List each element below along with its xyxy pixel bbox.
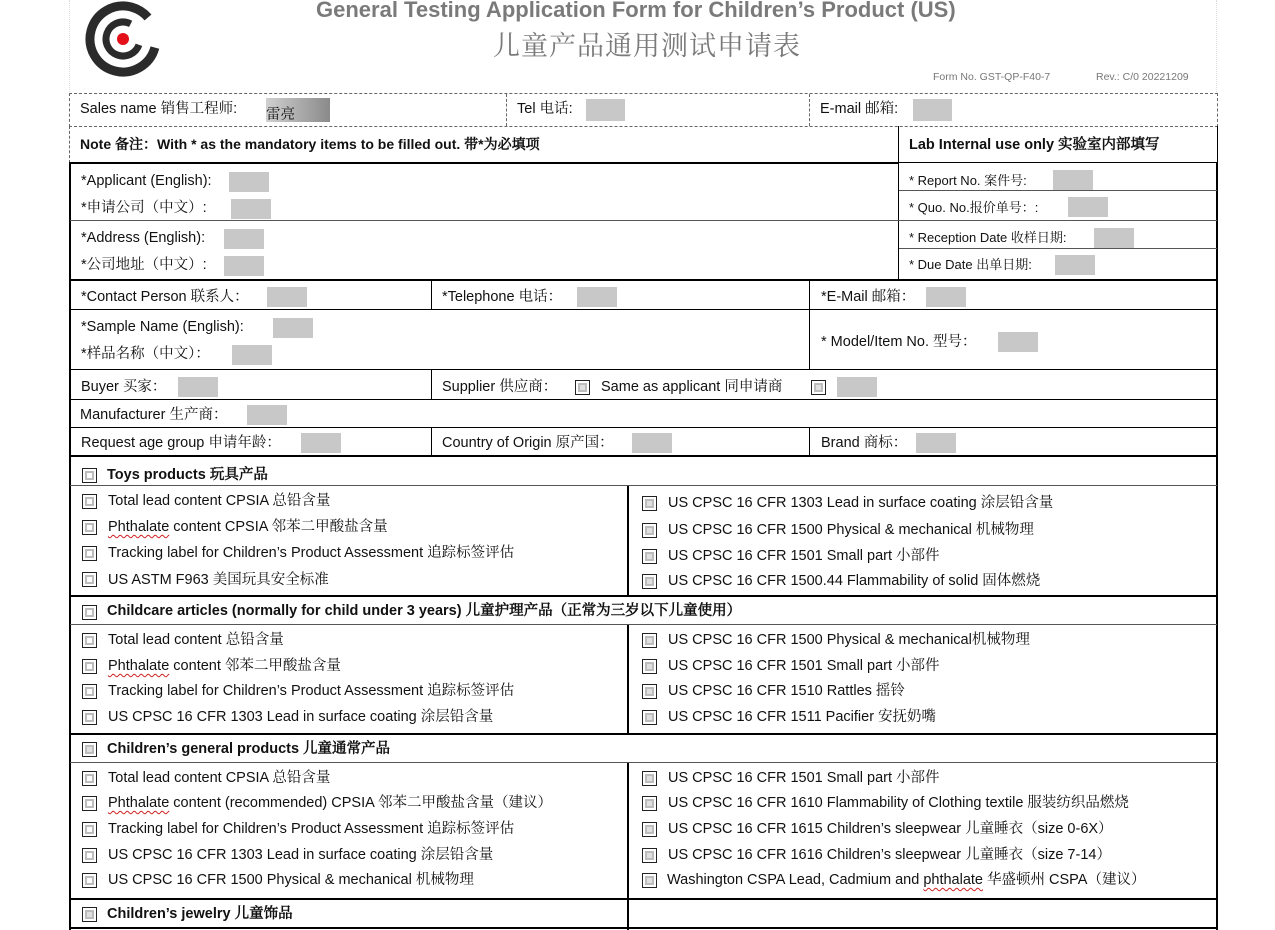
sample-name-en-field[interactable] [273,318,313,338]
toys-test-label [108,520,388,535]
childcare-test-checkbox[interactable] [642,633,657,648]
toys-test-label: US CPSC 16 CFR 1500 Physical & mechanical 机械物理 [668,522,1034,538]
childcare-test-label: Total lead content 总铅含量 [108,632,284,648]
divider [69,427,1218,428]
divider [809,428,810,456]
toys-test-checkbox[interactable] [642,523,657,538]
general-test-label [667,873,1145,888]
divider [627,625,629,734]
childcare-test-label: US CPSC 16 CFR 1501 Small part 小部件 [668,658,940,674]
divider [899,220,1217,221]
childcare-test-checkbox[interactable] [82,684,97,699]
manufacturer-field[interactable] [247,405,287,425]
divider [69,369,1218,370]
address-cn-field[interactable] [224,256,264,276]
toys-test-label: US ASTM F963 美国玩具安全标准 [108,572,329,588]
report-no-label: * Report No. 案件号: [909,173,1027,188]
age-group-field[interactable] [301,433,341,453]
toys-section-checkbox[interactable] [82,468,97,483]
general-test-label-rest: content (recommended) CPSIA 邻苯二甲酸盐含量（建议） [169,795,553,811]
toys-test-label: Tracking label for Children’s Product Assessment 追踪标签评估 [108,545,515,561]
manufacturer-label: Manufacturer 生产商： [80,407,228,423]
divider [69,279,1218,281]
general-test-checkbox[interactable] [82,873,97,888]
childcare-test-label-rest: content 邻苯二甲酸盐含量 [169,658,341,674]
childcare-section-header: Childcare articles (normally for child under 3 years) 儿童护理产品（正常为三岁以下儿童使用） [107,603,742,619]
general-test-checkbox[interactable] [82,796,97,811]
address-cn-label: *公司地址（中文）: [81,257,207,273]
divider [70,485,1217,486]
divider [898,126,899,280]
divider [431,428,432,456]
general-section-checkbox[interactable] [82,742,97,757]
general-test-checkbox[interactable] [642,796,657,811]
note-text: Note 备注：With * as the mandatory items to be filled out. 带*为必填项 [80,136,540,152]
general-test-label: US CPSC 16 CFR 1616 Children’s sleepwear 儿童睡衣（size 7-14） [668,847,1111,863]
general-test-checkbox[interactable] [82,848,97,863]
toys-test-checkbox[interactable] [82,546,97,561]
due-date-label: * Due Date 出单日期: [909,257,1032,272]
childcare-test-checkbox[interactable] [82,710,97,725]
toys-test-label-rest: content CPSIA 邻苯二甲酸盐含量 [169,519,388,535]
report-no-field[interactable] [1053,170,1093,190]
telephone-label: *Telephone 电话： [442,289,563,305]
toys-test-checkbox[interactable] [642,496,657,511]
sales-row [69,93,1218,127]
general-test-label: US CPSC 16 CFR 1500 Physical & mechanical 机械物理 [108,872,474,888]
divider [431,280,432,310]
childcare-test-checkbox[interactable] [642,659,657,674]
toys-test-label: Total lead content CPSIA 总铅含量 [108,493,331,509]
general-test-label [108,796,552,811]
toys-test-label: US CPSC 16 CFR 1501 Small part 小部件 [668,548,940,564]
form-number: Form No. GST-QP-F40-7 [933,71,1051,83]
toys-test-checkbox[interactable] [642,549,657,564]
contact-email-label: *E-Mail 邮箱： [821,289,916,305]
origin-field[interactable] [632,433,672,453]
age-group-label: Request age group 申请年龄： [81,435,281,451]
general-test-label: US CPSC 16 CFR 1501 Small part 小部件 [668,770,940,786]
sample-name-cn-label: *样品名称（中文）： [81,346,210,362]
divider [898,162,1218,163]
divider [69,927,1218,929]
divider [506,94,507,126]
sales-name-value: 雷亮 [266,107,295,123]
divider [627,763,629,930]
applicant-cn-field[interactable] [231,199,271,219]
childcare-test-label: US CPSC 16 CFR 1510 Rattles 摇铃 [668,683,905,699]
applicant-en-label: *Applicant (English): [81,173,212,189]
form-title-english: General Testing Application Form for Children’s Product (US) [316,0,956,22]
quo-no-label: * Quo. No.报价单号：: [909,200,1039,215]
csp-label-a: Washington CSPA Lead, Cadmium and [667,872,924,888]
company-logo [84,0,166,82]
applicant-cn-label: *申请公司（中文）: [81,200,207,216]
divider [809,94,810,126]
divider [69,309,1218,310]
sales-name-label: Sales name 销售工程师: [80,101,238,117]
buyer-label: Buyer 买家： [81,379,167,395]
divider [69,162,899,164]
divider [70,220,899,221]
due-date-field[interactable] [1055,255,1095,275]
form-title-chinese: 儿童产品通用测试申请表 [493,31,801,62]
reception-date-label: * Reception Date 收样日期: [909,230,1067,245]
childcare-test-checkbox[interactable] [82,633,97,648]
general-test-checkbox[interactable] [642,848,657,863]
divider [70,624,1217,625]
general-test-label: US CPSC 16 CFR 1610 Flammability of Clothing textile 服装纺织品燃烧 [668,795,1129,811]
spell-word: Phthalate [108,658,170,674]
email-label: E-mail 邮箱: [820,101,899,117]
divider [69,399,1218,400]
address-en-label: *Address (English): [81,230,206,246]
divider [1216,162,1218,930]
reception-date-field[interactable] [1094,228,1134,248]
toys-test-checkbox[interactable] [642,574,657,589]
general-test-checkbox[interactable] [642,873,657,888]
sample-name-en-label: *Sample Name (English): [81,319,244,335]
childcare-test-label: US CPSC 16 CFR 1500 Physical & mechanical机械物理 [668,632,1030,648]
toys-section-header: Toys products 玩具产品 [107,467,268,483]
origin-label: Country of Origin 原产国： [442,435,614,451]
divider [70,762,1217,763]
quo-no-field[interactable] [1068,197,1108,217]
childcare-section-checkbox[interactable] [82,605,97,620]
telephone-field[interactable] [577,287,617,307]
model-no-label: * Model/Item No. 型号： [821,334,977,350]
spell-word: phthalate [923,872,983,888]
brand-label: Brand 商标： [821,435,908,451]
applicant-en-field[interactable] [229,172,269,192]
divider [69,733,1218,735]
divider [899,248,1217,249]
same-as-applicant-label: Same as applicant 同申请商 [601,379,783,395]
lab-internal-header: Lab Internal use only 实验室内部填写 [909,137,1160,153]
divider [431,370,432,400]
tel-field[interactable] [586,99,625,121]
supplier-checkbox[interactable] [575,380,590,395]
contact-person-field[interactable] [267,287,307,307]
jewelry-section-header: Children’s jewelry 儿童饰品 [107,906,293,922]
childcare-test-checkbox[interactable] [82,659,97,674]
childcare-test-label: US CPSC 16 CFR 1303 Lead in surface coating 涂层铅含量 [108,709,494,725]
general-test-label: US CPSC 16 CFR 1615 Children’s sleepwear 儿童睡衣（size 0-6X） [668,821,1113,837]
divider [69,898,1218,900]
childcare-test-checkbox[interactable] [642,684,657,699]
general-section-header: Children’s general products 儿童通常产品 [107,741,391,757]
childcare-test-label: US CPSC 16 CFR 1511 Pacifier 安抚奶嘴 [668,709,937,725]
brand-field[interactable] [916,433,956,453]
toys-test-checkbox[interactable] [82,520,97,535]
model-no-field[interactable] [998,332,1038,352]
supplier-field[interactable] [837,377,877,397]
csp-label-c: 华盛顿州 CSPA（建议） [982,872,1146,888]
general-test-label: Total lead content CPSIA 总铅含量 [108,770,331,786]
divider [69,162,71,930]
childcare-test-checkbox[interactable] [642,710,657,725]
divider [69,595,1218,597]
contact-person-label: *Contact Person 联系人： [81,289,249,305]
sample-name-cn-field[interactable] [232,345,272,365]
contact-email-field[interactable] [926,287,966,307]
general-test-checkbox[interactable] [82,771,97,786]
childcare-test-label [108,659,341,674]
general-test-label: Tracking label for Children’s Product Assessment 追踪标签评估 [108,821,515,837]
divider [809,280,810,370]
general-test-label: US CPSC 16 CFR 1303 Lead in surface coating 涂层铅含量 [108,847,494,863]
childcare-test-label: Tracking label for Children’s Product Assessment 追踪标签评估 [108,683,515,699]
general-test-checkbox[interactable] [642,822,657,837]
divider [899,190,1217,191]
toys-test-label: US CPSC 16 CFR 1500.44 Flammability of solid 固体燃烧 [668,573,1041,589]
general-test-checkbox[interactable] [642,771,657,786]
toys-test-checkbox[interactable] [82,494,97,509]
spell-word: Phthalate [108,795,170,811]
tel-label: Tel 电话: [517,101,573,117]
email-field[interactable] [913,99,952,121]
same-as-applicant-checkbox[interactable] [811,380,826,395]
sales-name-field[interactable] [266,98,330,122]
buyer-field[interactable] [178,377,218,397]
form-revision: Rev.: C/0 20221209 [1096,71,1189,83]
general-test-checkbox[interactable] [82,822,97,837]
toys-test-checkbox[interactable] [82,572,97,587]
supplier-label: Supplier 供应商： [442,379,558,395]
jewelry-section-checkbox[interactable] [82,907,97,922]
address-en-field[interactable] [224,229,264,249]
spell-word: Phthalate [108,519,170,535]
toys-test-label: US CPSC 16 CFR 1303 Lead in surface coating 涂层铅含量 [668,495,1054,511]
divider [627,486,629,596]
divider [69,455,1218,457]
